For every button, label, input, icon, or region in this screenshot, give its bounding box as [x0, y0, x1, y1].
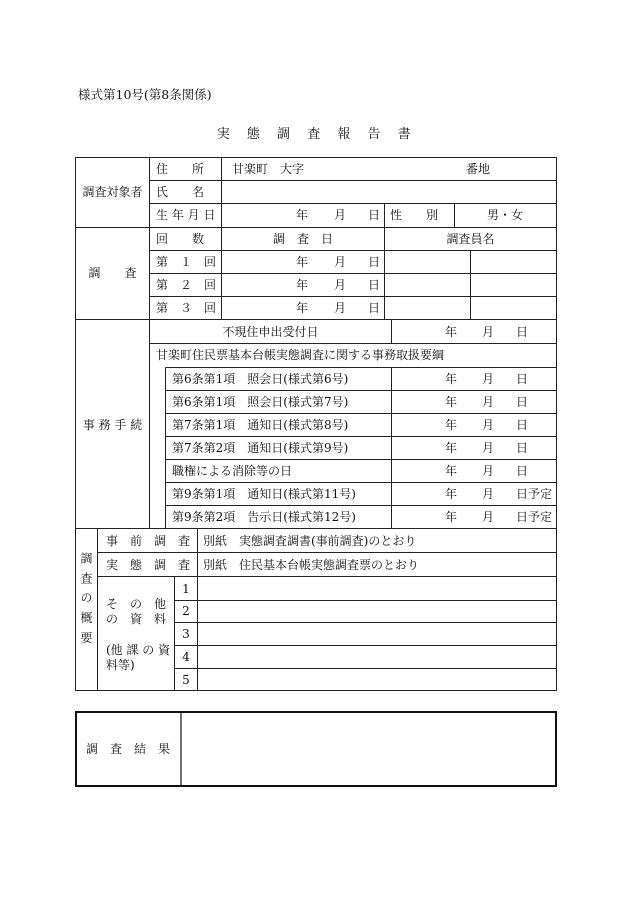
round-1-day: 日	[368, 255, 381, 269]
survey-round-2: 第 ２ 回	[156, 278, 217, 292]
procedure-item-day: 日	[516, 464, 529, 478]
procedure-item-month: 月	[482, 372, 495, 386]
guideline-title: 甘楽町住民票基本台帳実態調査に関する事務取扱要綱	[156, 348, 445, 362]
material-number: 5	[182, 673, 190, 687]
procedure-item-year: 年	[445, 372, 458, 386]
procedure-item-day: 日	[516, 418, 529, 432]
procedure-item-month: 月	[482, 487, 495, 501]
sex-value: 男・女	[487, 208, 524, 222]
procedure-item-day: 日予定	[516, 510, 553, 524]
procedure-item-year: 年	[445, 510, 458, 524]
address-banchi: 番地	[466, 162, 491, 176]
procedure-item-day: 日予定	[516, 487, 553, 501]
material-number: 1	[182, 582, 190, 596]
name-label: 氏 名	[156, 185, 205, 199]
receipt-date-label: 不現住申出受付日	[222, 325, 319, 339]
round-2-month: 月	[334, 278, 347, 292]
procedure-item-year: 年	[445, 487, 458, 501]
procedure-item-label: 職権による消除等の日	[172, 464, 293, 478]
document-title: 実 態 調 査 報 告 書	[216, 127, 414, 142]
other-materials-label-1: そ の 他	[106, 597, 167, 611]
overview-section-header: 調査の概要	[79, 552, 93, 651]
procedure-item-year: 年	[445, 418, 458, 432]
material-number: 2	[182, 604, 190, 618]
address-town: 甘楽町 大字	[232, 162, 305, 176]
procedure-item-label: 第9条第2項 告示日(様式第12号)	[172, 510, 356, 524]
receipt-month: 月	[482, 325, 495, 339]
pre-survey-value: 別紙 実態調査調書(事前調査)のとおり	[203, 534, 417, 548]
survey-count-header: 回 数	[156, 232, 205, 246]
procedure-item-month: 月	[482, 510, 495, 524]
birth-label: 生 年 月 日	[156, 208, 216, 222]
round-2-day: 日	[368, 278, 381, 292]
receipt-day: 日	[516, 325, 529, 339]
round-1-year: 年	[296, 255, 309, 269]
procedure-item-label: 第7条第1項 通知日(様式第8号)	[172, 418, 349, 432]
procedure-item-day: 日	[516, 372, 529, 386]
round-1-month: 月	[334, 255, 347, 269]
other-materials-note-2: 料等)	[106, 658, 135, 672]
target-section-header: 調査対象者	[82, 185, 143, 199]
surveyor-header: 調査員名	[446, 232, 495, 246]
address-label: 住 所	[156, 162, 205, 176]
receipt-year: 年	[445, 325, 458, 339]
survey-round-1: 第 １ 回	[156, 255, 217, 269]
round-2-year: 年	[296, 278, 309, 292]
material-number: 4	[182, 650, 190, 664]
survey-date-header: 調 査 日	[272, 232, 333, 246]
procedure-item-day: 日	[516, 441, 529, 455]
form-number: 様式第10号(第8条関係)	[78, 87, 212, 102]
birth-day: 日	[368, 208, 381, 222]
round-3-month: 月	[334, 301, 347, 315]
procedure-item-month: 月	[482, 418, 495, 432]
round-3-year: 年	[296, 301, 309, 315]
material-number: 3	[182, 627, 190, 641]
actual-survey-label: 実 態 調 査	[106, 558, 191, 572]
procedure-item-label: 第6条第1項 照会日(様式第6号)	[172, 372, 349, 386]
procedure-item-day: 日	[516, 395, 529, 409]
procedure-item-label: 第6条第1項 照会日(様式第7号)	[172, 395, 349, 409]
sex-label: 性 別	[390, 208, 439, 222]
pre-survey-label: 事 前 調 査	[106, 534, 191, 548]
other-materials-label-2: の 資 料	[106, 612, 167, 626]
survey-result-label: 調 査 結 果	[86, 742, 171, 756]
round-3-day: 日	[368, 301, 381, 315]
procedure-item-label: 第7条第2項 通知日(様式第9号)	[172, 441, 349, 455]
procedure-item-month: 月	[482, 441, 495, 455]
actual-survey-value: 別紙 住民基本台帳実態調査票のとおり	[203, 558, 420, 572]
procedure-item-year: 年	[445, 464, 458, 478]
procedure-section-header: 事 務 手 続	[82, 418, 143, 432]
procedure-item-year: 年	[445, 395, 458, 409]
birth-year: 年	[296, 208, 309, 222]
procedure-item-month: 月	[482, 395, 495, 409]
survey-section-header: 調 査	[88, 266, 137, 280]
survey-round-3: 第 ３ 回	[156, 301, 217, 315]
other-materials-note-1: (他 課 の 資	[106, 643, 171, 657]
procedure-item-month: 月	[482, 464, 495, 478]
procedure-item-label: 第9条第1項 通知日(様式第11号)	[172, 487, 356, 501]
birth-month: 月	[334, 208, 347, 222]
procedure-item-year: 年	[445, 441, 458, 455]
